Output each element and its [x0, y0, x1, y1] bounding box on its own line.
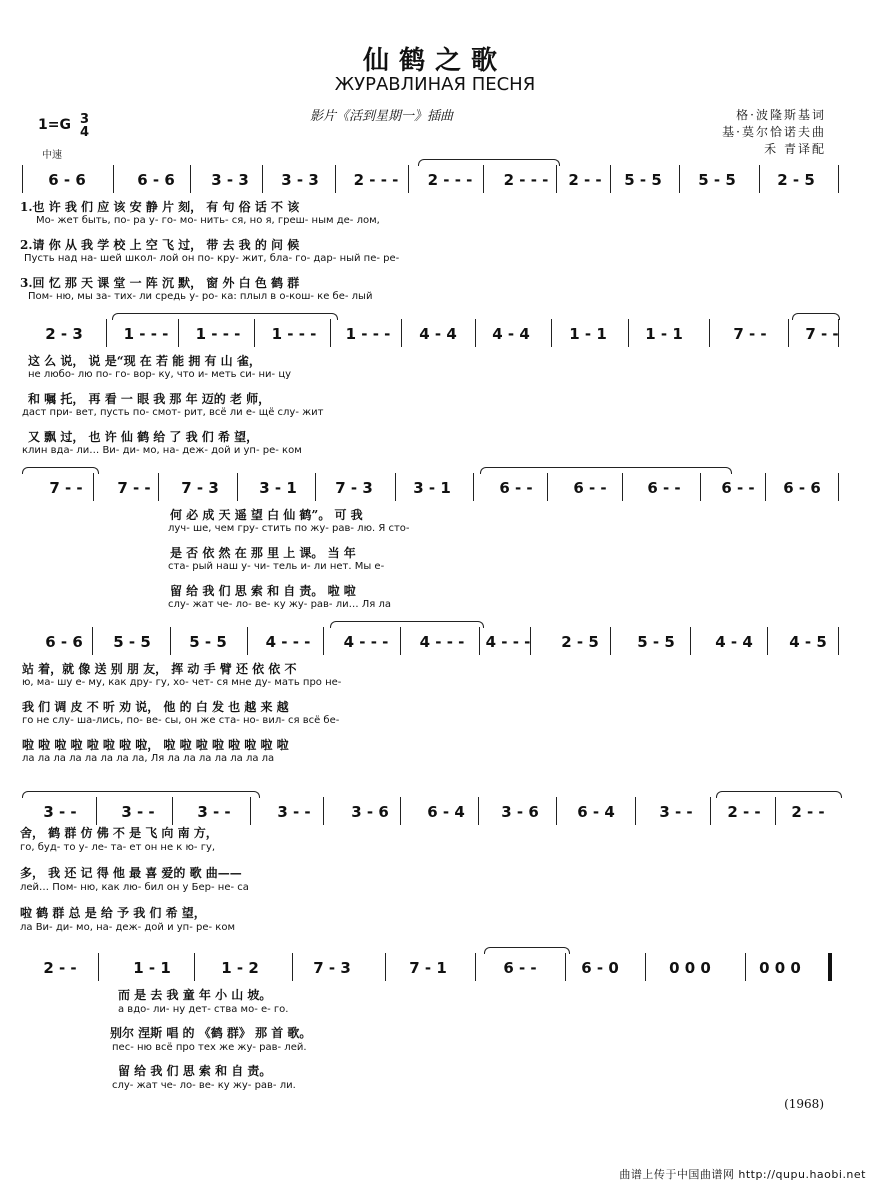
tie-slur: [330, 621, 484, 628]
lyric-verse3-cn: 又 飘 过， 也 许 仙 鹤 给 了 我 们 希 望，: [28, 430, 259, 444]
lyric-verse2-ru: ста- рый наш у- чи- тель и- ли нет. Мы е-: [168, 561, 385, 572]
measure: 0 0 0: [669, 959, 711, 977]
lyric-verse2-ru: даст при- вет, пусть по- смот- рит, всё ли е- щё слу- жит: [22, 407, 324, 418]
measure: 5 - 5: [189, 633, 227, 651]
tie-slur: [22, 467, 99, 474]
lyric-verse1-ru: Мо- жет быть, по- ра у- го- мо- нить- ся, но я, греш- ным де- лом,: [36, 215, 380, 226]
measure: 4 - 4: [419, 325, 457, 343]
measure: 6 - 6: [783, 479, 821, 497]
barline: [838, 473, 839, 501]
notes-row: [0, 958, 870, 984]
film-subtitle: 影片《活到星期一》插曲: [310, 109, 454, 124]
measure: 6 - 4: [427, 803, 465, 821]
barline: [838, 319, 839, 347]
lyric-verse3-ru: слу- жат че- ло- ве- ку жу- рав- ли.: [112, 1080, 296, 1091]
measure: 4 - 4: [492, 325, 530, 343]
lyric-verse3-ru: ла ла ла ла ла ла ла ла, Ля ла ла ла ла ла ла ла: [22, 753, 275, 764]
measure: 1 - - -: [123, 325, 169, 343]
tie-slur: [792, 313, 840, 320]
measure: 0 0 0: [759, 959, 801, 977]
tie-slur: [112, 313, 338, 320]
measure: 1 - - -: [195, 325, 241, 343]
measure: 4 - 5: [789, 633, 827, 651]
tie-slur: [716, 791, 842, 798]
measure: 1 - 1: [133, 959, 171, 977]
lyric-verse1-cn: 1.也 许 我 们 应 该 安 静 片 刻， 有 句 俗 话 不 该: [20, 200, 300, 214]
notes-row: [0, 170, 870, 196]
tie-slur: [484, 947, 570, 954]
measure: 3 - -: [197, 803, 231, 821]
lyric-verse2-ru: пес- ню всё про тех же жу- рав- лей.: [112, 1042, 307, 1053]
tie-slur: [22, 791, 260, 798]
measure: 6 - 6: [137, 171, 175, 189]
measure: 2 - 5: [561, 633, 599, 651]
lyric-verse2-ru: го не слу- ша-лись, по- ве- сы, он же ста- но- вил- ся всё бе-: [22, 715, 340, 726]
measure: 3 - 6: [501, 803, 539, 821]
lyric-verse2-cn: 多， 我 还 记 得 他 最 喜 爱的 歌 曲——: [20, 866, 242, 880]
measure: 3 - -: [659, 803, 693, 821]
measure: 2 - 3: [45, 325, 83, 343]
composer-credit: 基·莫尔恰诺夫曲: [722, 125, 826, 139]
measure: 2 - -: [568, 171, 602, 189]
lyric-verse1-cn: 而 是 去 我 童 年 小 山 坡。: [118, 988, 272, 1002]
measure: 6 - -: [647, 479, 681, 497]
time-signature-bottom: 4: [80, 125, 90, 140]
measure: 6 - -: [499, 479, 533, 497]
year-label: (1968): [784, 1097, 824, 1111]
measure: 4 - - -: [343, 633, 389, 651]
measure: 4 - - -: [485, 633, 531, 651]
measure: 5 - 5: [698, 171, 736, 189]
measure: 2 - - -: [427, 171, 473, 189]
lyric-verse3-cn: 留 给 我 们 思 索 和 自 责。: [118, 1064, 272, 1078]
measure: 6 - -: [721, 479, 755, 497]
notes-row: [0, 478, 870, 504]
lyric-verse2-cn: 2.请 你 从 我 学 校 上 空 飞 过， 带 去 我 的 问 候: [20, 238, 300, 252]
measure: 7 - -: [49, 479, 83, 497]
measure: 1 - 2: [221, 959, 259, 977]
lyric-verse3-cn: 3.回 忆 那 天 课 堂 一 阵 沉 默， 窗 外 白 色 鹤 群: [20, 276, 300, 290]
measure: 7 - 3: [313, 959, 351, 977]
measure: 7 - 3: [181, 479, 219, 497]
lyric-verse1-ru: а вдо- ли- ну дет- ства мо- е- го.: [118, 1004, 289, 1015]
watermark: 曲谱上传于中国曲谱网 http://qupu.haobi.net: [619, 1168, 866, 1181]
lyric-verse1-ru: не любо- лю по- го- вор- ку, что и- меть си- ни- цу: [28, 369, 292, 380]
measure: 2 - 5: [777, 171, 815, 189]
lyric-verse3-ru: слу- жат че- ло- ве- ку жу- рав- ли… Ля ла: [168, 599, 392, 610]
measure: 6 - 4: [577, 803, 615, 821]
lyric-verse1-cn: 舍， 鹤 群 仿 佛 不 是 飞 向 南 方，: [20, 826, 218, 840]
lyric-verse3-ru: клин вда- ли… Ви- ди- мо, на- деж- дой и уп- ре- ком: [22, 445, 302, 456]
lyric-verse2-ru: Пусть над на- шей школ- лой он по- кру- жит, бла- го- дар- ный пе- ре-: [24, 253, 400, 264]
song-title-russian: ЖУРАВЛИНАЯ ПЕСНЯ: [334, 74, 536, 95]
measure: 7 - -: [805, 325, 839, 343]
measure: 6 - -: [503, 959, 537, 977]
measure: 4 - - -: [265, 633, 311, 651]
measure: 5 - 5: [637, 633, 675, 651]
lyric-verse2-cn: 我 们 调 皮 不 听 劝 说， 他 的 白 发 也 越 来 越: [22, 700, 289, 714]
measure: 2 - -: [727, 803, 761, 821]
tie-slur: [480, 467, 732, 474]
lyric-verse3-cn: 啦 鹤 群 总 是 给 予 我 们 希 望，: [20, 906, 206, 920]
lyric-verse1-cn: 何 必 成 天 遥 望 白 仙 鹤”。 可 我: [170, 508, 363, 522]
tempo-marking: 中速: [42, 150, 62, 161]
measure: 4 - - -: [419, 633, 465, 651]
measure: 2 - -: [43, 959, 77, 977]
lyric-verse1-ru: го, буд- то у- ле- та- ет он не к ю- гу,: [20, 842, 216, 853]
measure: 5 - 5: [624, 171, 662, 189]
measure: 2 - - -: [353, 171, 399, 189]
lyric-verse2-ru: лей… Пом- ню, как лю- бил он у Бер- не- са: [20, 882, 249, 893]
barline: [838, 627, 839, 655]
lyric-verse2-cn: 和 嘱 托， 再 看 一 眼 我 那 年 迈的 老 师，: [28, 392, 271, 406]
lyricist-credit: 格·波隆斯基词: [736, 108, 826, 122]
measure: 2 - -: [791, 803, 825, 821]
lyric-verse3-ru: ла Ви- ди- мо, на- деж- дой и уп- ре- ком: [20, 922, 235, 933]
measure: 3 - -: [277, 803, 311, 821]
lyric-verse2-cn: 是 否 依 然 在 那 里 上 课。 当 年: [170, 546, 356, 560]
song-title-chinese: 仙鹤之歌: [362, 46, 507, 76]
barline: [98, 953, 99, 981]
measure: 6 - 6: [48, 171, 86, 189]
notes-row: [0, 632, 870, 658]
measure: 3 - 3: [211, 171, 249, 189]
lyric-verse3-cn: 啦 啦 啦 啦 啦 啦 啦 啦， 啦 啦 啦 啦 啦 啦 啦 啦: [22, 738, 289, 752]
lyric-verse3-ru: Пом- ню, мы за- тих- ли средь у- ро- ка: плыл в о-кош- ке бе- лый: [28, 291, 373, 302]
lyric-verse1-cn: 站 着，就 像 送 别 朋 友， 挥 动 手 臂 还 依 依 不: [22, 662, 297, 676]
measure: 6 - -: [573, 479, 607, 497]
time-signature: [80, 113, 89, 139]
measure: 7 - -: [117, 479, 151, 497]
measure: 5 - 5: [113, 633, 151, 651]
measure: 3 - -: [121, 803, 155, 821]
translator-credit: 禾 青译配: [764, 142, 826, 156]
measure: 4 - 4: [715, 633, 753, 651]
measure: 7 - -: [733, 325, 767, 343]
measure: 6 - 6: [45, 633, 83, 651]
tie-slur: [418, 159, 560, 166]
notes-row: [0, 324, 870, 350]
measure: 1 - - -: [271, 325, 317, 343]
measure: 6 - 0: [581, 959, 619, 977]
measure: 1 - 1: [645, 325, 683, 343]
measure: 2 - - -: [503, 171, 549, 189]
measure: 1 - 1: [569, 325, 607, 343]
lyric-verse3-cn: 留 给 我 们 思 索 和 自 责。 啦 啦: [170, 584, 356, 598]
barline: [838, 165, 839, 193]
measure: 7 - 3: [335, 479, 373, 497]
lyric-verse1-ru: луч- ше, чем гру- стить по жу- рав- лю. Я сто-: [168, 523, 410, 534]
measure: 7 - 1: [409, 959, 447, 977]
measure: 3 - 3: [281, 171, 319, 189]
time-signature-top: 3: [80, 112, 90, 127]
measure: 3 - 1: [259, 479, 297, 497]
lyric-verse2-cn: 别尔 涅斯 唱 的 《鹤 群》 那 首 歌。: [110, 1026, 312, 1040]
measure: 3 - 6: [351, 803, 389, 821]
lyric-verse1-cn: 这 么 说， 说 是“现 在 若 能 拥 有 山 雀，: [28, 354, 261, 368]
measure: 3 - 1: [413, 479, 451, 497]
measure: 3 - -: [43, 803, 77, 821]
lyric-verse1-ru: ю, ма- шу е- му, как дру- гу, хо- чет- ся мне ду- мать про не-: [22, 677, 342, 688]
key-signature: 1=G: [38, 117, 71, 133]
final-barline: [828, 953, 832, 981]
measure: 1 - - -: [345, 325, 391, 343]
